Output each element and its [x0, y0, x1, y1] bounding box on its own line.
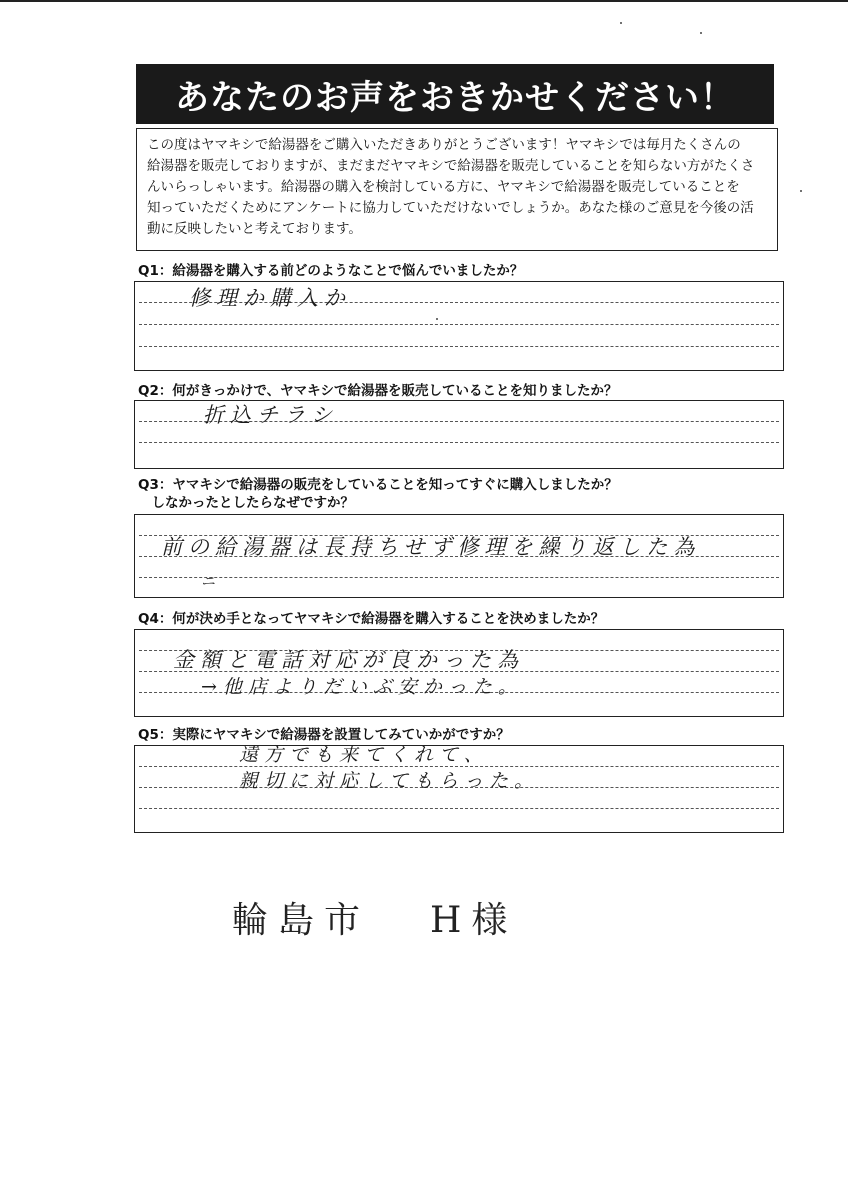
scan-speck [620, 22, 622, 24]
question-4: Q4：何が決め手となってヤマキシで給湯器を購入することを決めましたか？ [138, 611, 605, 627]
question-5: Q5：実際にヤマキシで給湯器を設置してみていかがですか？ [138, 727, 510, 743]
page-title: あなたのお声をおきかせください！ [136, 64, 774, 124]
handwritten-answer: 親切に対応してもらった。 [239, 770, 540, 792]
answer-line [139, 346, 779, 347]
handwritten-answer: 遠方でも来てくれて、 [239, 744, 489, 766]
question-2: Q2：何がきっかけで、ヤマキシで給湯器を販売していることを知りましたか？ [138, 383, 618, 399]
answer-box-1 [134, 281, 784, 371]
respondent-signature [232, 892, 517, 943]
respondent-name: H様 [430, 900, 518, 941]
question-1: Q1：給湯器を購入する前どのようなことで悩んでいましたか？ [138, 263, 524, 279]
scan-speck [800, 190, 802, 192]
question-3: Q3：ヤマキシで給湯器の販売をしていることを知ってすぐに購入しましたか？ しなかったとしたらなぜですか？ [138, 477, 618, 511]
page-top-border [0, 0, 848, 2]
handwritten-answer: 金額と電話対応が良かった為 [173, 648, 524, 672]
handwritten-answer: 修理か購入か [189, 286, 351, 310]
handwritten-answer: 前の給湯器は長持ちせず修理を繰り返した為 [161, 535, 701, 559]
respondent-city: 輪島市 [232, 900, 371, 941]
scan-speck [700, 32, 702, 34]
answer-box-4 [134, 629, 784, 717]
answer-line [139, 577, 779, 578]
answer-line [139, 324, 779, 325]
handwritten-mark: ニ [201, 574, 221, 590]
handwritten-answer: 折込チラシ [203, 403, 338, 427]
handwritten-answer: →他店よりだいぶ安かった。 [201, 676, 523, 698]
answer-box-3 [134, 514, 784, 598]
answer-box-2 [134, 400, 784, 469]
answer-line [139, 808, 779, 809]
answer-box-5 [134, 745, 784, 833]
intro-text: この度はヤマキシで給湯器をご購入いただきありがとうございます！ヤマキシでは毎月たくさんの 給湯器を販売しておりますが、まだまだヤマキシで給湯器を販売していることを知らない方がたくさ んいらっしゃいます。給湯器の購入を検討している方に、ヤマキシで給湯器を販売していることを 知っていただくためにアンケートに協力していただけないでしょうか。あなた様のご意見を今後の活 動に反映したいと考えております。 [136, 128, 778, 251]
answer-line [139, 442, 779, 443]
